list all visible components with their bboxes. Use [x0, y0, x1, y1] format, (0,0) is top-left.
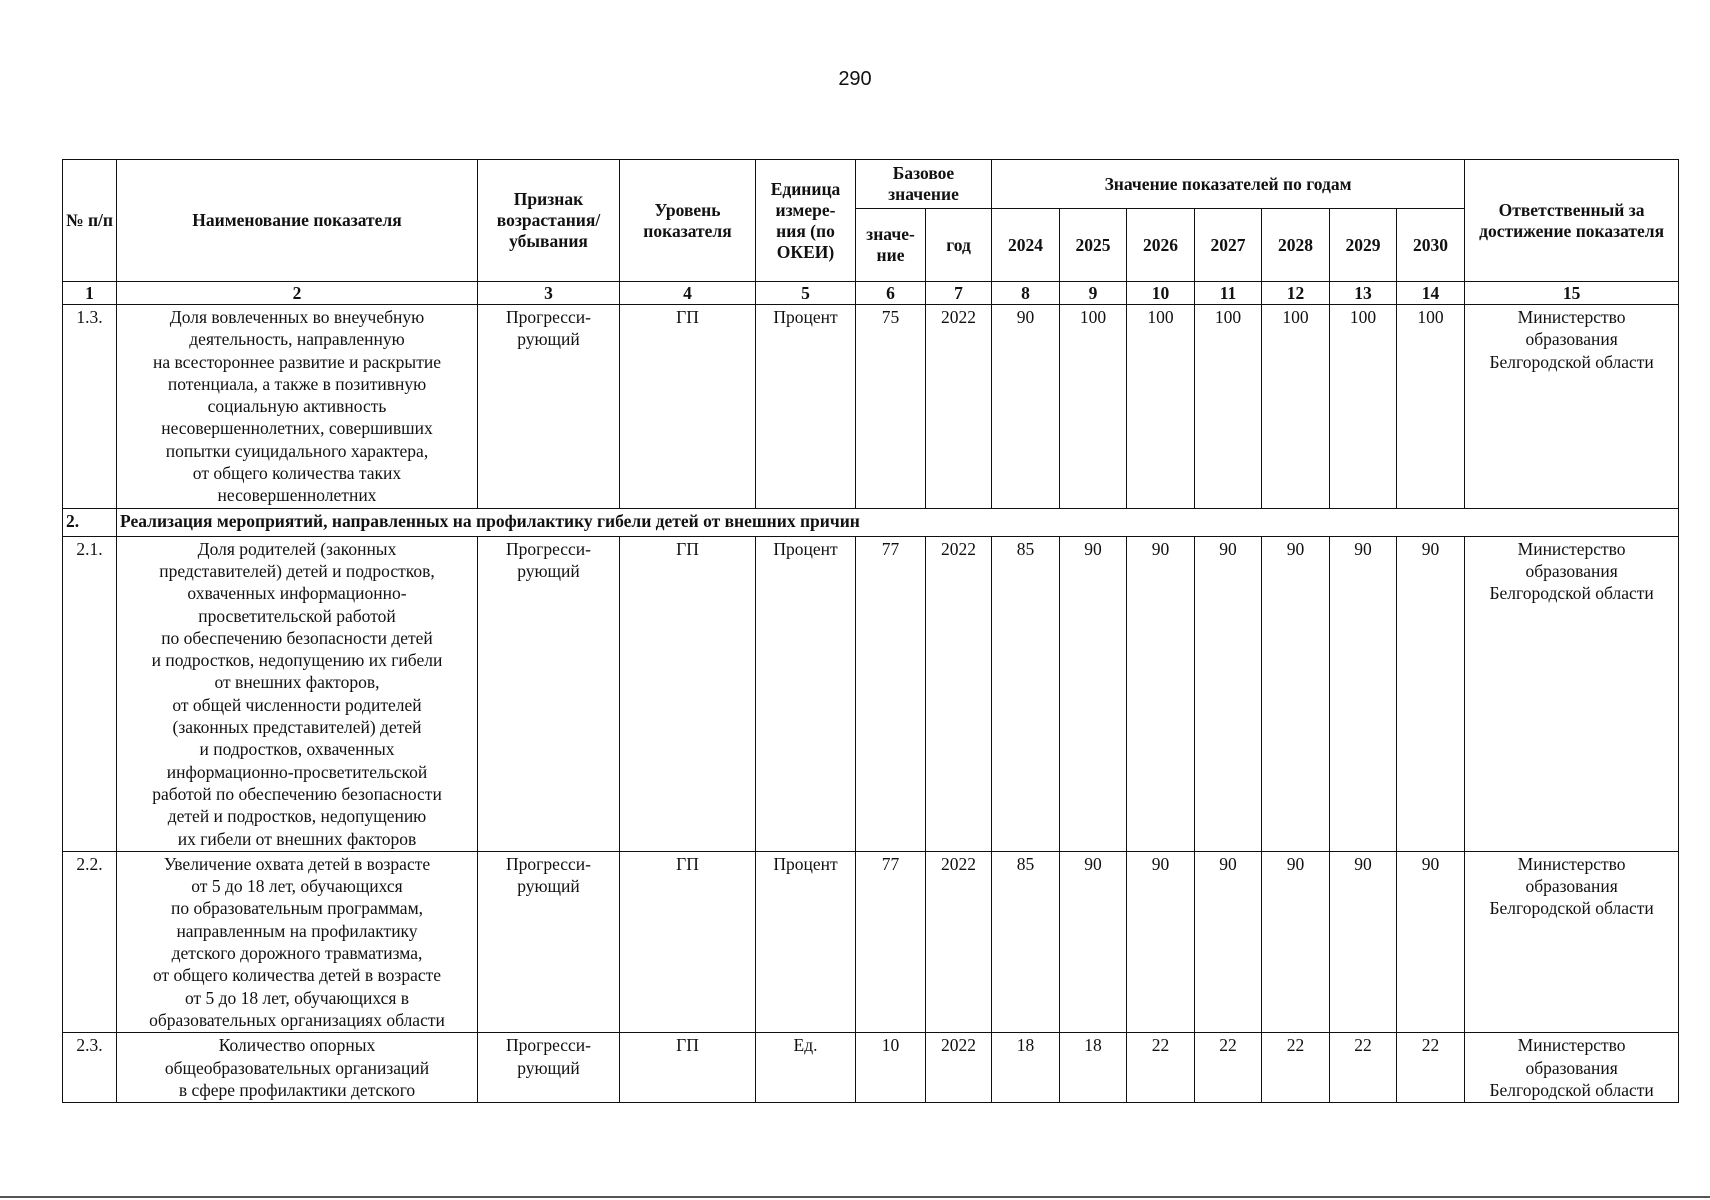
- year-value: 90: [1397, 851, 1465, 1032]
- header-base-value: значе- ние: [856, 209, 926, 282]
- indicator-name-line: по обеспечению безопасности детей: [161, 627, 433, 648]
- indicator-name-line: Увеличение охвата детей в возрасте: [163, 853, 431, 874]
- year-value: 22: [1262, 1033, 1330, 1103]
- trend-sign: [478, 305, 620, 509]
- indicator-name-line: и подростков, охваченных: [199, 739, 395, 760]
- trend-sign-line: Прогресси-: [506, 853, 591, 874]
- indicator-name: [117, 851, 478, 1032]
- responsible-line: Министерство: [1517, 1035, 1626, 1056]
- row-num: 2.2.: [63, 851, 117, 1032]
- header-year-2028: 2028: [1262, 209, 1330, 282]
- indicator-name-line: общеобразовательных организаций: [164, 1057, 430, 1078]
- header-year-2026: 2026: [1127, 209, 1195, 282]
- column-index: 14: [1397, 282, 1465, 305]
- indicator-name-line: на всестороннее развитие и раскрытие: [153, 351, 441, 372]
- unit: Процент: [756, 305, 856, 509]
- indicator-name-line: работой по обеспечению безопасности: [152, 783, 442, 804]
- year-value: 85: [992, 536, 1060, 851]
- base-year: 2022: [926, 536, 992, 851]
- table-row: [63, 851, 1679, 1032]
- base-value: 77: [856, 851, 926, 1032]
- year-value: 100: [1397, 305, 1465, 509]
- responsible-line: Белгородской области: [1489, 351, 1654, 372]
- column-index: 15: [1465, 282, 1679, 305]
- indicator-name-line: от общей численности родителей: [172, 694, 422, 715]
- year-value: 22: [1397, 1033, 1465, 1103]
- header-responsible: Ответственный за достижение показателя: [1465, 160, 1679, 282]
- responsible: [1465, 1033, 1679, 1103]
- responsible-line: Министерство: [1517, 538, 1626, 559]
- indicator-name-line: социальную активность: [207, 396, 387, 417]
- unit: Процент: [756, 536, 856, 851]
- indicator-name-line: информационно-просветительской: [166, 761, 428, 782]
- responsible-line: Белгородской области: [1489, 1079, 1654, 1100]
- section-title: Реализация мероприятий, направленных на профилактику гибели детей от внешних причин: [117, 508, 1679, 536]
- trend-sign-line: рующий: [517, 876, 580, 897]
- column-index: 3: [478, 282, 620, 305]
- trend-sign-line: рующий: [517, 329, 580, 350]
- year-value: 90: [1127, 851, 1195, 1032]
- year-value: 90: [1262, 536, 1330, 851]
- indicator-name-line: от общего количества таких: [192, 463, 402, 484]
- column-index: 13: [1330, 282, 1397, 305]
- table-row: [63, 536, 1679, 851]
- year-value: 22: [1195, 1033, 1262, 1103]
- indicator-name: [117, 536, 478, 851]
- indicator-name-line: образовательных организациях области: [149, 1009, 445, 1030]
- indicator-level: ГП: [620, 305, 756, 509]
- column-index: 6: [856, 282, 926, 305]
- base-year: 2022: [926, 851, 992, 1032]
- indicator-name-line: от внешних факторов,: [214, 672, 380, 693]
- header-year-2027: 2027: [1195, 209, 1262, 282]
- indicator-name-line: от общего количества детей в возрасте: [152, 965, 442, 986]
- base-year: 2022: [926, 1033, 992, 1103]
- table-row: [63, 1033, 1679, 1103]
- column-index: 1: [63, 282, 117, 305]
- indicator-name-line: детского дорожного травматизма,: [171, 943, 423, 964]
- base-value: 77: [856, 536, 926, 851]
- header-base-group: Базовое значение: [856, 160, 992, 209]
- table-header: [63, 160, 1679, 282]
- responsible-line: Министерство: [1517, 853, 1626, 874]
- indicator-name-line: деятельность, направленную: [189, 329, 405, 350]
- year-value: 90: [1060, 536, 1127, 851]
- year-value: 90: [1127, 536, 1195, 851]
- unit: Ед.: [756, 1033, 856, 1103]
- trend-sign: [478, 536, 620, 851]
- indicator-name-line: Доля вовлеченных во внеучебную: [169, 307, 425, 327]
- trend-sign-line: Прогресси-: [506, 1035, 591, 1056]
- indicator-name-line: попытки суицидального характера,: [165, 440, 429, 461]
- indicator-name-line: Доля родителей (законных: [197, 538, 397, 559]
- base-year: 2022: [926, 305, 992, 509]
- indicator-level: ГП: [620, 851, 756, 1032]
- base-value: 10: [856, 1033, 926, 1103]
- indicator-name-line: несовершеннолетних, совершивших: [161, 418, 433, 439]
- year-value: 18: [992, 1033, 1060, 1103]
- responsible-line: образования: [1525, 1057, 1618, 1078]
- year-value: 90: [1330, 851, 1397, 1032]
- header-num: № п/п: [63, 160, 117, 282]
- year-value: 90: [1397, 536, 1465, 851]
- year-value: 22: [1330, 1033, 1397, 1103]
- table-body: [63, 282, 1679, 1103]
- responsible-line: образования: [1525, 560, 1618, 581]
- page-bottom-edge: [0, 1196, 1710, 1198]
- responsible: [1465, 305, 1679, 509]
- page-number: 290: [838, 68, 872, 90]
- trend-sign-line: Прогресси-: [506, 538, 591, 559]
- year-value: 100: [1195, 305, 1262, 509]
- responsible-line: образования: [1525, 876, 1618, 897]
- unit: Процент: [756, 851, 856, 1032]
- year-value: 100: [1262, 305, 1330, 509]
- column-index: 10: [1127, 282, 1195, 305]
- responsible: [1465, 536, 1679, 851]
- year-value: 90: [1195, 536, 1262, 851]
- year-value: 85: [992, 851, 1060, 1032]
- indicator-name-line: просветительской работой: [198, 605, 396, 626]
- indicator-name: [117, 1033, 478, 1103]
- indicators-table: [62, 159, 1679, 1103]
- row-num: 1.3.: [63, 305, 117, 509]
- trend-sign-line: рующий: [517, 1057, 580, 1078]
- header-unit: Единица измере- ния (по ОКЕИ): [756, 160, 856, 282]
- indicator-name-line: охваченных информационно-: [187, 583, 407, 604]
- column-index: 12: [1262, 282, 1330, 305]
- trend-sign-line: Прогресси-: [506, 307, 591, 327]
- indicator-name-line: и подростков, недопущению их гибели: [151, 650, 443, 671]
- row-num: 2.3.: [63, 1033, 117, 1103]
- year-value: 90: [992, 305, 1060, 509]
- responsible-line: Министерство: [1517, 307, 1626, 327]
- indicator-name-line: (законных представителей) детей: [172, 717, 422, 738]
- trend-sign: [478, 1033, 620, 1103]
- row-num: 2.1.: [63, 536, 117, 851]
- header-name: Наименование показателя: [117, 160, 478, 282]
- header-year-2029: 2029: [1330, 209, 1397, 282]
- column-index: 5: [756, 282, 856, 305]
- indicator-name-line: несовершеннолетних: [217, 485, 377, 506]
- column-index: 7: [926, 282, 992, 305]
- indicator-name-line: представителей) детей и подростков,: [159, 560, 435, 581]
- header-years-group: Значение показателей по годам: [992, 160, 1465, 209]
- header-level: Уровень показателя: [620, 160, 756, 282]
- header-year-2024: 2024: [992, 209, 1060, 282]
- indicator-name-line: детей и подростков, недопущению: [167, 806, 427, 827]
- year-value: 90: [1195, 851, 1262, 1032]
- year-value: 100: [1127, 305, 1195, 509]
- header-trend: Признак возрастания/ убывания: [478, 160, 620, 282]
- column-index: 2: [117, 282, 478, 305]
- year-value: 90: [1330, 536, 1397, 851]
- indicator-level: ГП: [620, 536, 756, 851]
- indicator-name-line: направленным на профилактику: [176, 920, 418, 941]
- responsible: [1465, 851, 1679, 1032]
- header-base-year: год: [926, 209, 992, 282]
- table-row: [63, 305, 1679, 509]
- year-value: 100: [1060, 305, 1127, 509]
- column-index: 4: [620, 282, 756, 305]
- column-index: 11: [1195, 282, 1262, 305]
- indicator-name-line: их гибели от внешних факторов: [177, 828, 417, 849]
- header-year-2030: 2030: [1397, 209, 1465, 282]
- trend-sign: [478, 851, 620, 1032]
- indicator-name-line: по образовательным программам,: [170, 898, 424, 919]
- base-value: 75: [856, 305, 926, 509]
- section-row: [63, 508, 1679, 536]
- indicator-name-line: от 5 до 18 лет, обучающихся в: [184, 987, 410, 1008]
- responsible-line: Белгородской области: [1489, 583, 1654, 604]
- year-value: 22: [1127, 1033, 1195, 1103]
- indicator-name-line: Количество опорных: [218, 1035, 376, 1056]
- indicator-name-line: в сфере профилактики детского: [178, 1079, 416, 1100]
- column-index: 8: [992, 282, 1060, 305]
- indicator-name-line: от 5 до 18 лет, обучающихся: [191, 876, 403, 897]
- responsible-line: Белгородской области: [1489, 898, 1654, 919]
- indicator-name: [117, 305, 478, 509]
- column-index: 9: [1060, 282, 1127, 305]
- responsible-line: образования: [1525, 329, 1618, 350]
- year-value: 90: [1262, 851, 1330, 1032]
- header-year-2025: 2025: [1060, 209, 1127, 282]
- year-value: 18: [1060, 1033, 1127, 1103]
- year-value: 100: [1330, 305, 1397, 509]
- column-index-row: [63, 282, 1679, 305]
- trend-sign-line: рующий: [517, 560, 580, 581]
- indicator-name-line: потенциала, а также в позитивную: [167, 373, 427, 394]
- indicator-level: ГП: [620, 1033, 756, 1103]
- row-num: 2.: [63, 508, 117, 536]
- year-value: 90: [1060, 851, 1127, 1032]
